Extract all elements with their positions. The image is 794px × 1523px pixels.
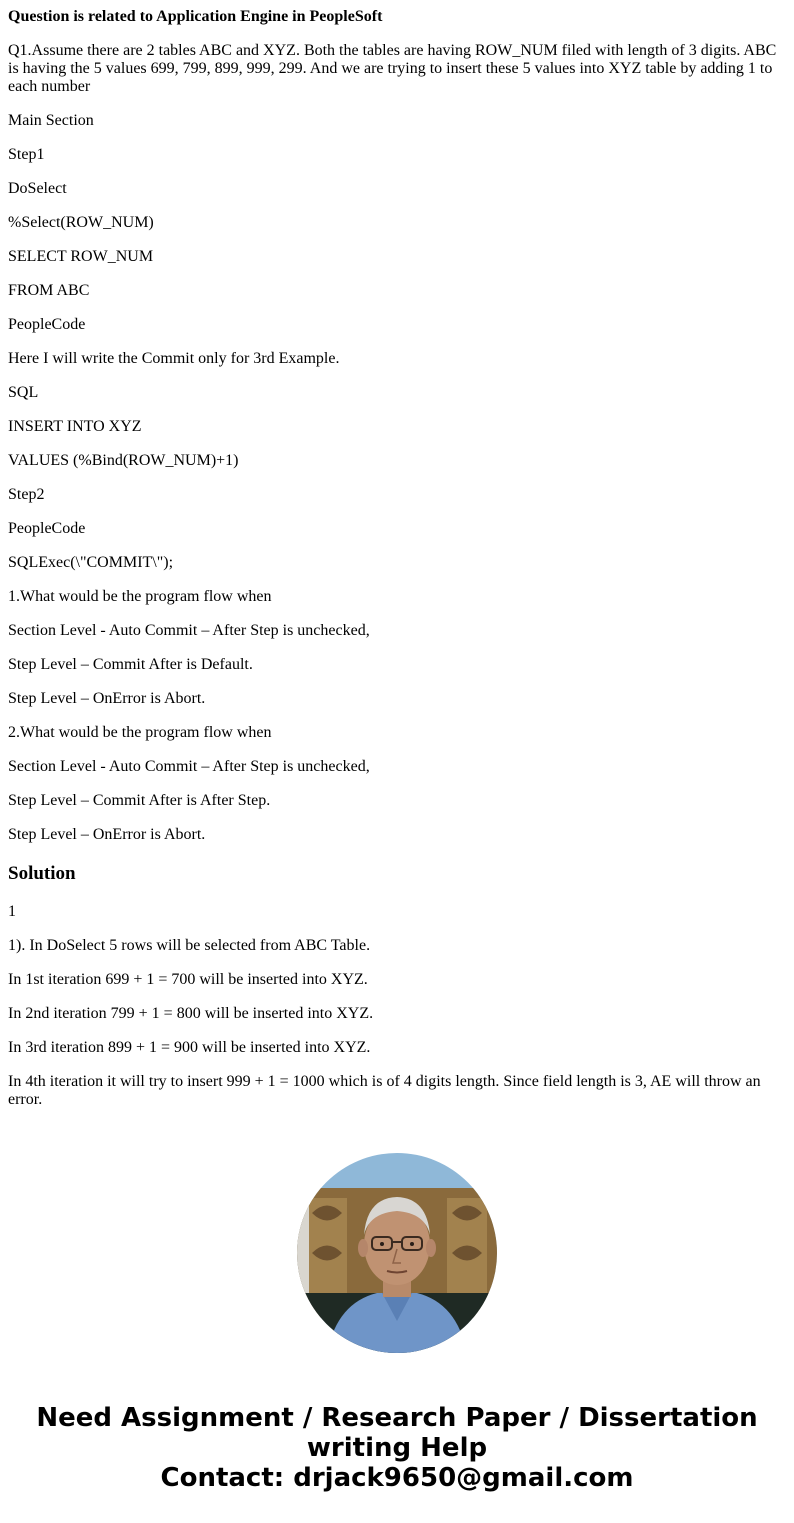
question-paragraph: Here I will write the Commit only for 3rd Example.	[8, 350, 340, 367]
question-paragraph: DoSelect	[8, 180, 67, 197]
question-paragraph: SQL	[8, 384, 39, 401]
question-paragraph: FROM ABC	[8, 282, 90, 299]
solution-paragraph: In 2nd iteration 799 + 1 = 800 will be inserted into XYZ.	[8, 1005, 374, 1022]
question-paragraph: Section Level - Auto Commit – After Step is unchecked,	[8, 622, 370, 639]
author-avatar	[297, 1153, 497, 1353]
question-paragraph: Step Level – OnError is Abort.	[8, 690, 206, 707]
question-paragraph: Step Level – Commit After is Default.	[8, 656, 253, 673]
solution-paragraph: 1). In DoSelect 5 rows will be selected from ABC Table.	[8, 937, 371, 954]
promo-line: writing Help	[306, 1433, 488, 1463]
solution-paragraph: In 1st iteration 699 + 1 = 700 will be inserted into XYZ.	[8, 971, 368, 988]
promo-line: Need Assignment / Research Paper / Dissertation	[36, 1403, 758, 1433]
solution-paragraph: In 3rd iteration 899 + 1 = 900 will be inserted into XYZ.	[8, 1039, 371, 1056]
question-paragraph: %Select(ROW_NUM)	[8, 214, 154, 231]
question-paragraph: 2.What would be the program flow when	[8, 724, 272, 741]
question-paragraph: Step Level – Commit After is After Step.	[8, 792, 271, 809]
question-paragraph: Step Level – OnError is Abort.	[8, 826, 206, 843]
question-paragraph: Step2	[8, 486, 45, 503]
question-paragraph: 1.What would be the program flow when	[8, 588, 272, 605]
solution-heading: Solution	[8, 863, 76, 884]
question-paragraph: PeopleCode	[8, 520, 86, 537]
question-paragraph: SELECT ROW_NUM	[8, 248, 154, 265]
question-paragraph: Step1	[8, 146, 45, 163]
question-paragraph: Q1.Assume there are 2 tables ABC and XYZ. Both the tables are having ROW_NUM filed with length of 3 digits. ABC is having the 5 values 699, 799, 899, 999, 299. And we are trying to insert these 5 values into XYZ table by adding 1 to each number	[8, 42, 777, 95]
question-paragraph: PeopleCode	[8, 316, 86, 333]
promo-contact: Contact: drjack9650@gmail.com	[160, 1463, 634, 1493]
question-title: Question is related to Application Engine in PeopleSoft	[8, 8, 383, 25]
author-photo	[297, 1153, 497, 1353]
question-paragraph: VALUES (%Bind(ROW_NUM)+1)	[8, 452, 239, 469]
question-paragraph: INSERT INTO XYZ	[8, 418, 142, 435]
solution-paragraph: 1	[8, 903, 16, 920]
promo-banner	[0, 1403, 794, 1493]
solution-paragraph: In 4th iteration it will try to insert 999 + 1 = 1000 which is of 4 digits length. Since field length is 3, AE will throw an error.	[8, 1073, 761, 1108]
question-paragraph: SQLExec(\"COMMIT\");	[8, 554, 174, 571]
question-paragraph: Main Section	[8, 112, 94, 129]
question-paragraph: Section Level - Auto Commit – After Step is unchecked,	[8, 758, 370, 775]
